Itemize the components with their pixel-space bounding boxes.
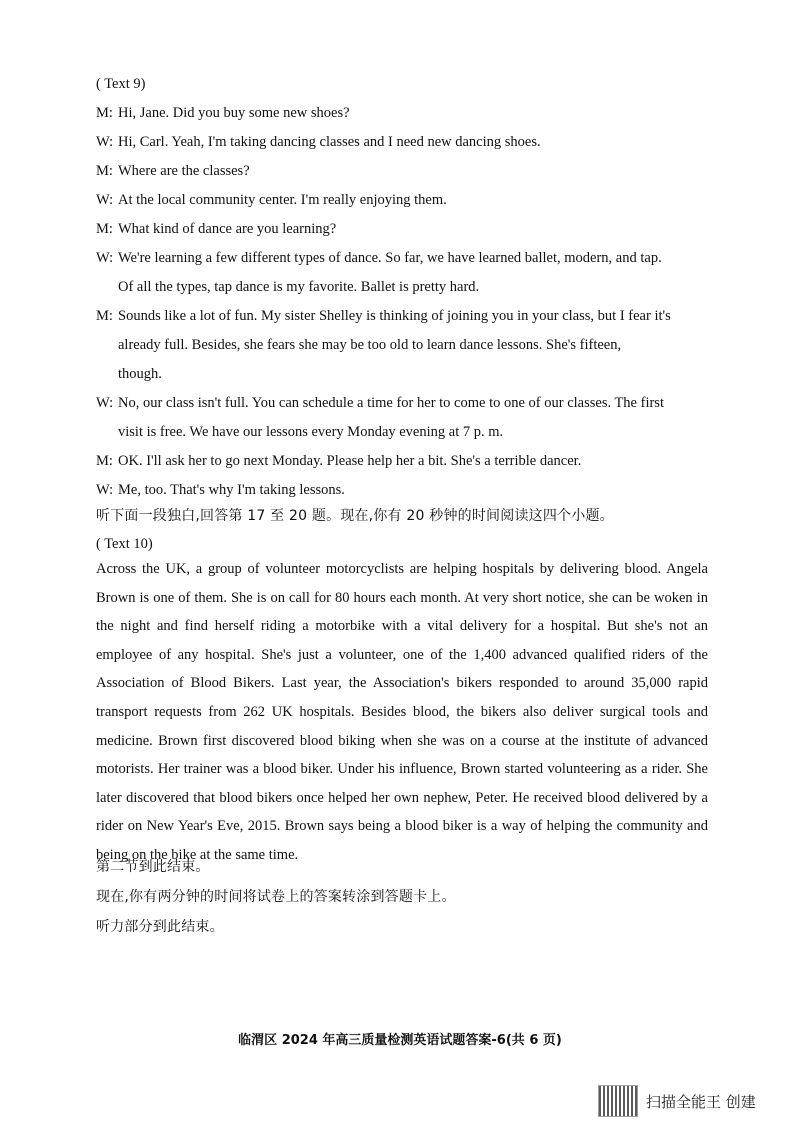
listening-end-note: 听力部分到此结束。: [96, 919, 224, 935]
utterance: Me, too. That's why I'm taking lessons.: [118, 482, 345, 498]
dialogue-continuation: already full. Besides, she fears she may be too old to learn dance lessons. She's fifteen,: [118, 337, 622, 353]
page-footer: 临渭区 2024 年高三质量检测英语试题答案-6(共 6 页): [238, 1033, 562, 1048]
utterance: At the local community center. I'm really enjoying them.: [118, 192, 447, 208]
utterance: Sounds like a lot of fun. My sister Shelley is thinking of joining you in your class, but I fear it's: [118, 308, 671, 324]
speaker: M:: [96, 221, 113, 237]
speaker: W:: [96, 134, 114, 150]
speaker: M:: [96, 308, 113, 324]
qr-code-icon: [598, 1085, 638, 1117]
scanner-watermark-text: 扫描全能王 创建: [646, 1092, 756, 1111]
dialogue-continuation: visit is free. We have our lessons every Monday evening at 7 p. m.: [118, 424, 504, 440]
section-end-note: 第二节到此结束。: [96, 859, 210, 875]
dialogue-line: [96, 133, 716, 151]
speaker: M:: [96, 163, 113, 179]
speaker: M:: [96, 453, 113, 469]
text9-label: ( Text 9): [96, 76, 146, 92]
utterance: What kind of dance are you learning?: [118, 221, 337, 237]
dialogue-line: [96, 220, 716, 238]
dialogue-line: [96, 162, 716, 180]
utterance: Hi, Jane. Did you buy some new shoes?: [118, 105, 350, 121]
dialogue-line: [96, 104, 716, 122]
dialogue-line: [96, 307, 716, 325]
utterance: OK. I'll ask her to go next Monday. Please help her a bit. She's a terrible dancer.: [118, 453, 582, 469]
utterance: We're learning a few different types of dance. So far, we have learned ballet, modern, and tap.: [118, 250, 662, 266]
listening-instruction: 听下面一段独白,回答第 17 至 20 题。现在,你有 20 秒钟的时间阅读这四个小题。: [96, 508, 614, 524]
dialogue-continuation: Of all the types, tap dance is my favorite. Ballet is pretty hard.: [118, 279, 480, 295]
transfer-answers-note: 现在,你有两分钟的时间将试卷上的答案转涂到答题卡上。: [96, 889, 456, 905]
utterance: Hi, Carl. Yeah, I'm taking dancing classes and I need new dancing shoes.: [118, 134, 541, 150]
utterance: Where are the classes?: [118, 163, 250, 179]
dialogue-line: [96, 394, 716, 412]
dialogue-line: [96, 452, 716, 470]
speaker: M:: [96, 105, 113, 121]
dialogue-continuation: though.: [118, 366, 162, 382]
speaker: W:: [96, 250, 114, 266]
speaker: W:: [96, 395, 114, 411]
speaker: W:: [96, 192, 114, 208]
utterance: No, our class isn't full. You can schedule a time for her to come to one of our classes. The first: [118, 395, 664, 411]
dialogue-line: [96, 191, 716, 209]
text10-label: ( Text 10): [96, 536, 153, 552]
dialogue-line: [96, 249, 716, 267]
text10-paragraph: Across the UK, a group of volunteer motorcyclists are helping hospitals by delivering blood. Angela Brown is one of them. She is on call for 80 hours each month. At very short notice, she can be woken in the night and find herself riding a motorbike with a vital delivery for a hospital. But she's not an employee of any hospital. She's just a volunteer, one of the 1,400 advanced qualified riders of the Association of Blood Bikers. Last year, the Association's bikers responded to around 35,000 rapid transport requests from 262 UK hospitals. Besides blood, the bikers also deliver surgical tools and medicine. Brown first discovered blood biking when she was on a course at the institute of advanced motorists. Her trainer was a blood biker. Under his influence, Brown started volunteering as a rider. She later discovered that blood bikers once helped her own nephew, Peter. He received blood delivered by a rider on New Year's Eve, 2015. Brown says being a blood biker is a way of helping the community and being on the bike at the same time.: [96, 561, 708, 863]
speaker: W:: [96, 482, 114, 498]
dialogue-line: [96, 481, 716, 499]
scanner-watermark: [598, 1084, 788, 1118]
